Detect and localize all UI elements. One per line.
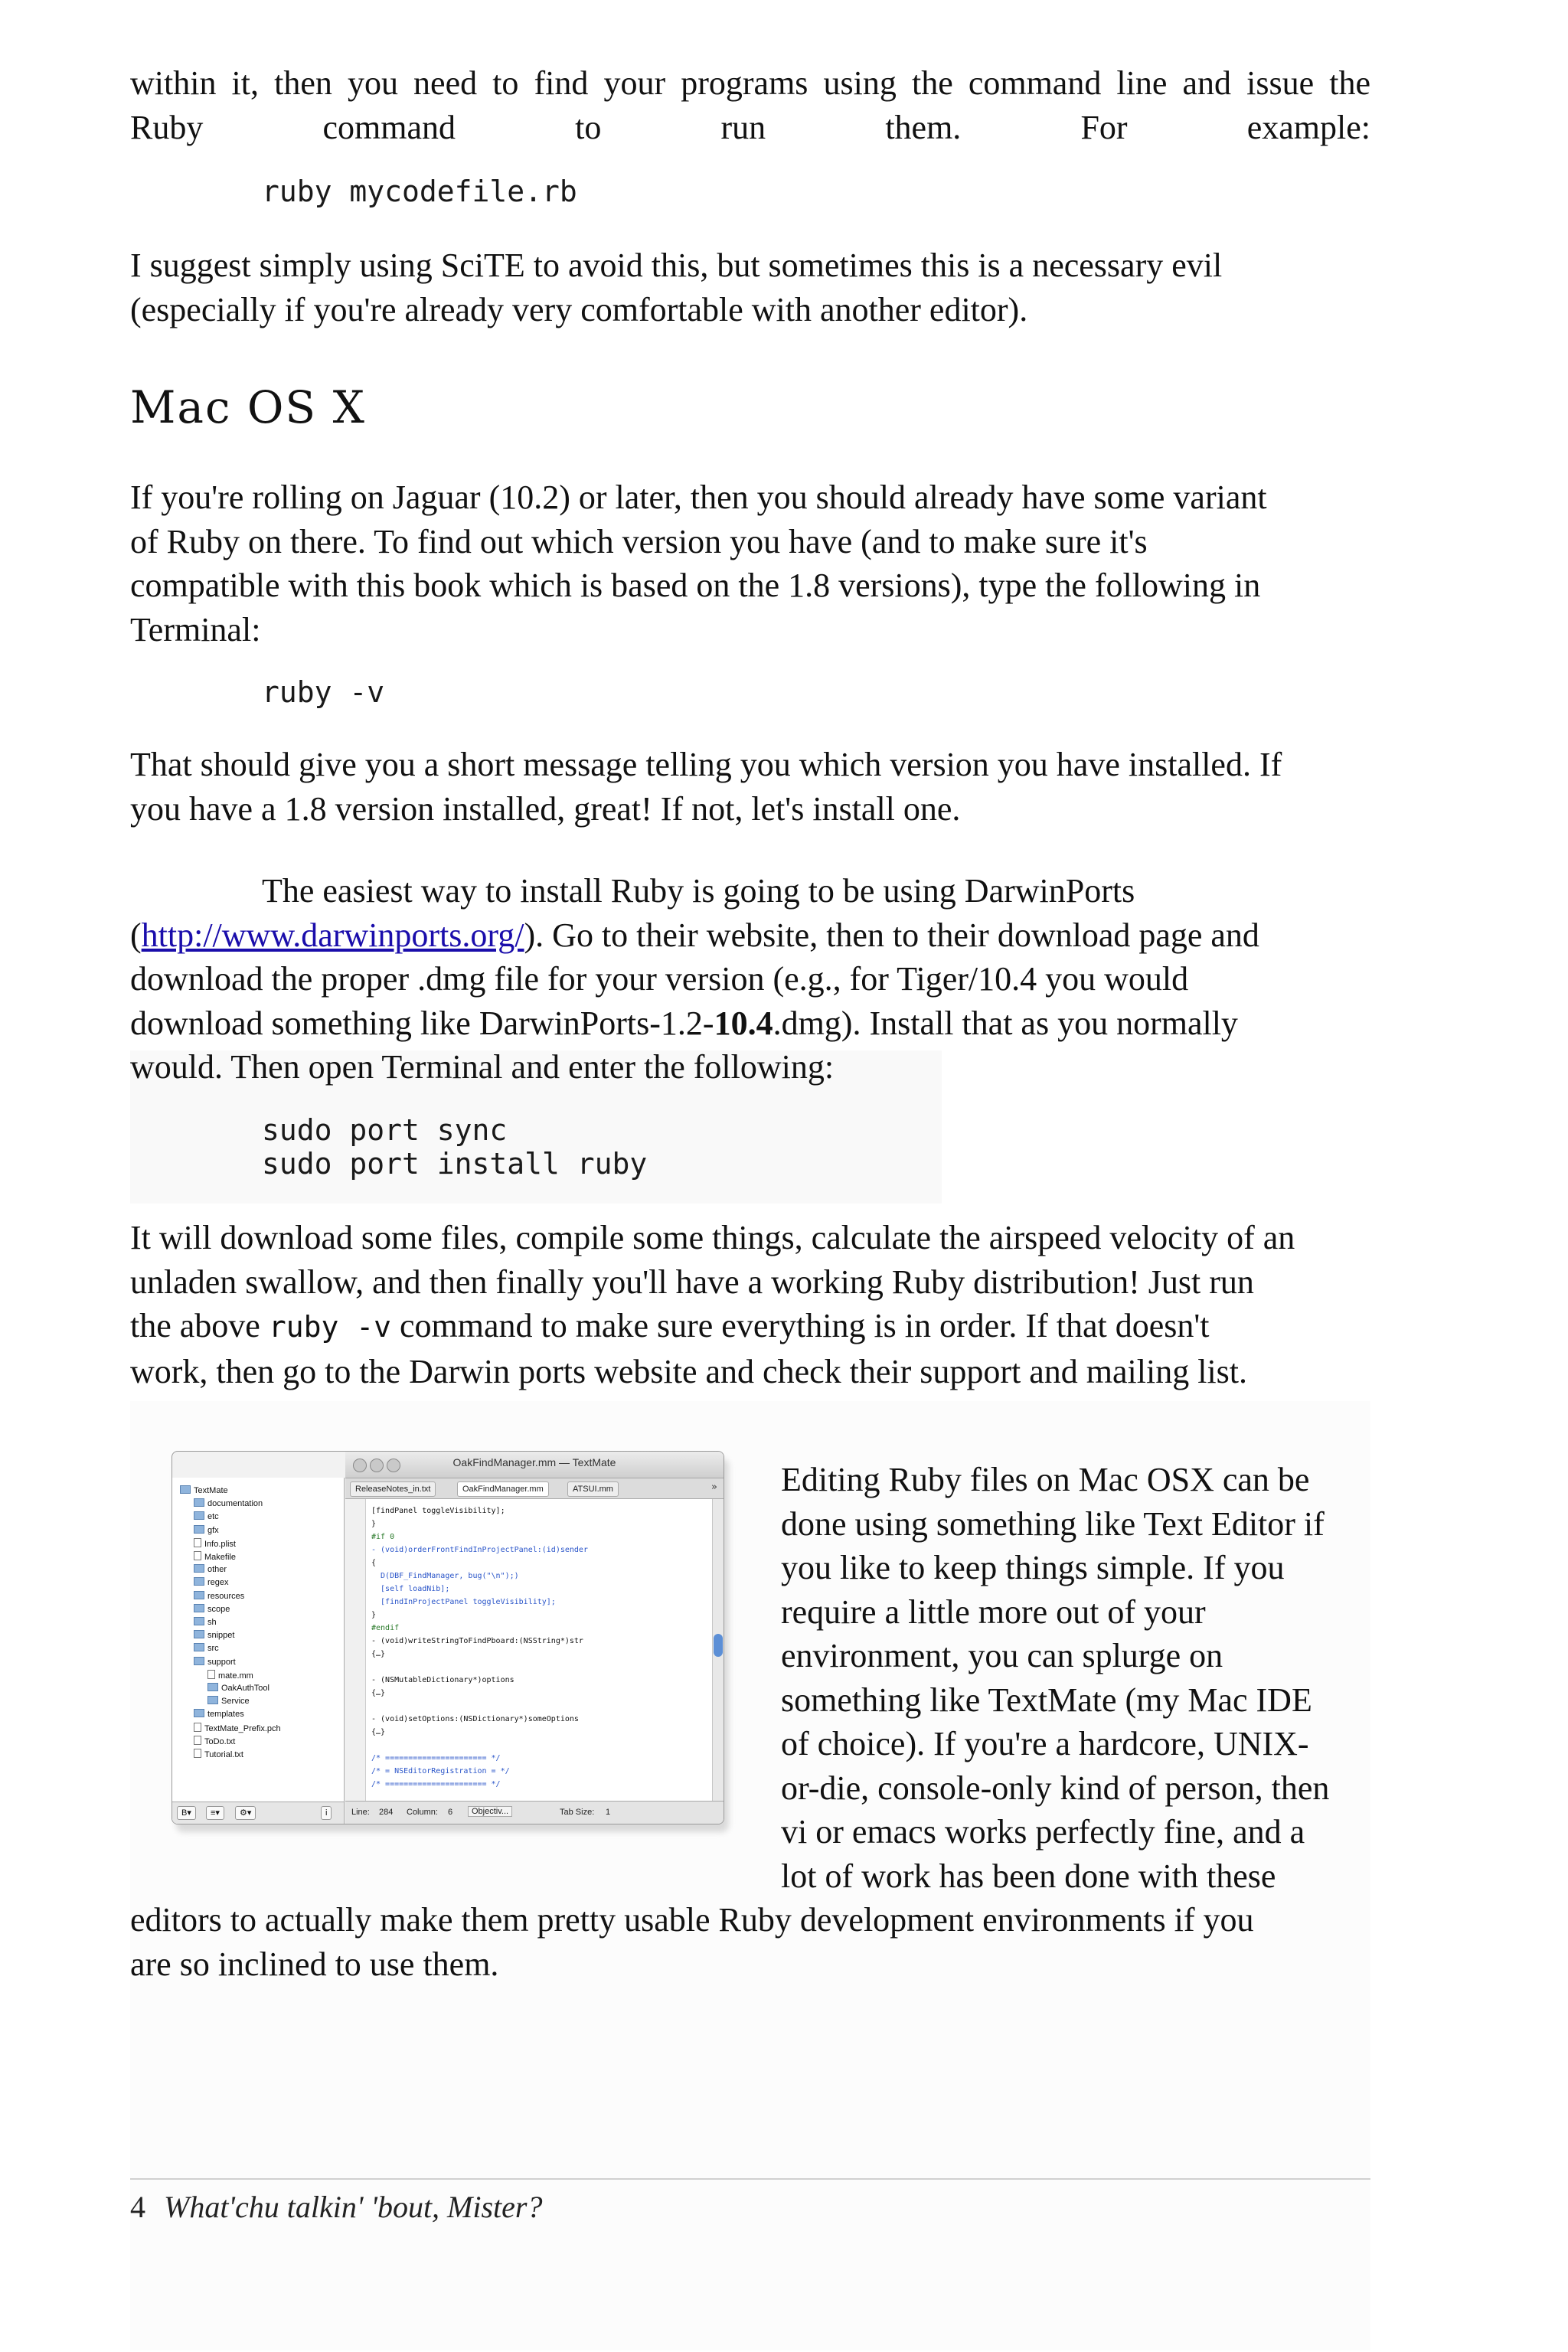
file-tree-item[interactable] <box>207 1670 253 1681</box>
file-tree-item[interactable] <box>194 1525 219 1536</box>
paragraph-line: environment, you can splurge on <box>781 1637 1223 1674</box>
column-label: Column: <box>407 1808 438 1817</box>
tab-size-value[interactable]: 1 <box>606 1808 611 1817</box>
paragraph-line: require a little more out of your <box>781 1592 1206 1631</box>
paragraph-scite <box>130 243 1370 332</box>
paragraph-line: If you're rolling on Jaguar (10.2) or later, then you should already have some variant <box>130 479 1267 516</box>
textmate-window <box>172 1451 724 1824</box>
file-tree-label: Makefile <box>204 1553 236 1562</box>
paragraph-line: .dmg). Install that as you normally <box>773 1004 1238 1042</box>
file-tree-label: TextMate_Prefix.pch <box>204 1723 281 1733</box>
paragraph-line: of Ruby on there. To find out which version you have (and to make sure it's <box>130 522 1148 560</box>
folder-icon <box>194 1591 204 1599</box>
window-title: OakFindManager.mm — TextMate <box>452 1456 616 1468</box>
folder-icon <box>194 1525 204 1534</box>
code-line: - (void)setOptions:(NSDictionary*)someOptions <box>371 1715 579 1723</box>
file-icon <box>194 1551 201 1560</box>
tab-size-label: Tab Size: <box>560 1808 595 1817</box>
folder-icon <box>194 1577 204 1586</box>
project-drawer <box>172 1478 345 1824</box>
code-line: { <box>371 1559 377 1567</box>
tab-atsui[interactable]: ATSUI.mm <box>567 1481 619 1497</box>
paragraph-line: editors to actually make them pretty usable Ruby development environments if you <box>130 1901 1254 1939</box>
info-button[interactable]: i <box>321 1806 332 1820</box>
paragraph-line: done using something like Text Editor if <box>781 1504 1325 1543</box>
paragraph-line: unladen swallow, and then finally you'll have a working Ruby distribution! Just run <box>130 1263 1254 1301</box>
paragraph-line: within it, then you need to find your programs using the command line and issue the <box>130 64 1370 102</box>
add-file-button[interactable]: B▾ <box>177 1806 196 1820</box>
folder-icon <box>194 1643 204 1651</box>
file-tree-label: gfx <box>207 1525 219 1535</box>
file-tree-item[interactable] <box>194 1749 243 1760</box>
file-tree-label: OakAuthTool <box>221 1684 270 1693</box>
file-tree-label: TextMate <box>194 1486 228 1495</box>
paragraph-line: It will download some files, compile some things, calculate the airspeed velocity of an <box>130 1219 1295 1256</box>
code-line: [findPanel toggleVisibility]; <box>371 1507 505 1515</box>
file-tree-item[interactable] <box>194 1604 230 1615</box>
paragraph-line: Terminal: <box>130 610 261 648</box>
file-tree-item[interactable] <box>207 1696 250 1707</box>
file-icon <box>207 1670 215 1679</box>
paragraph-editors <box>130 1898 1370 1986</box>
paragraph-line: download something like DarwinPorts-1.2- <box>130 1004 714 1042</box>
file-icon <box>194 1538 201 1547</box>
file-tree-label: mate.mm <box>218 1671 253 1681</box>
code-line: - (void)writeStringToFindPboard:(NSString*)str <box>371 1637 583 1645</box>
file-tree-item[interactable] <box>194 1551 236 1563</box>
paragraph-line: download the proper .dmg file for your version (e.g., for Tiger/10.4 you would <box>130 960 1189 998</box>
file-tree-item[interactable] <box>194 1723 281 1734</box>
tab-bar <box>345 1478 724 1499</box>
tab-release-notes[interactable]: ReleaseNotes_in.txt <box>350 1481 436 1497</box>
file-tree-label: Service <box>221 1697 250 1707</box>
tab-oak-find-manager[interactable]: OakFindManager.mm <box>457 1481 549 1497</box>
paragraph-line: are so inclined to use them. <box>130 1945 499 1983</box>
window-titlebar <box>345 1452 724 1478</box>
folder-icon <box>194 1630 204 1638</box>
code-line: - (NSMutableDictionary*)options <box>371 1676 514 1684</box>
editor-scrollbar[interactable] <box>712 1499 724 1801</box>
paragraph-line: (especially if you're already very comfortable with another editor). <box>130 290 1028 328</box>
paragraph-line: Editing Ruby files on Mac OSX can be <box>781 1461 1310 1498</box>
inline-code-ruby-v: ruby -v <box>268 1310 391 1344</box>
file-icon <box>194 1736 201 1745</box>
paragraph-line: you like to keep things simple. If you <box>781 1549 1285 1586</box>
textmate-screenshot <box>172 1451 730 1834</box>
drawer-toolbar <box>172 1802 344 1824</box>
file-tree-label: documentation <box>207 1499 263 1509</box>
paragraph-line: lot of work has been done with these <box>781 1857 1276 1895</box>
footer-rule <box>130 2178 1370 2180</box>
add-folder-button[interactable]: ≡▾ <box>206 1806 224 1820</box>
code-line: {…} <box>371 1650 386 1658</box>
paragraph-line: compatible with this book which is based on the 1.8 versions), type the following in <box>130 567 1261 604</box>
file-tree-item[interactable] <box>194 1736 235 1747</box>
file-tree-item[interactable] <box>194 1643 219 1654</box>
file-tree-label: sh <box>207 1618 217 1627</box>
code-editor[interactable] <box>345 1499 724 1801</box>
folder-icon <box>194 1511 204 1520</box>
file-tree-item[interactable] <box>180 1485 228 1496</box>
file-tree-label: resources <box>207 1591 245 1601</box>
folder-icon <box>194 1709 204 1717</box>
file-tree-item[interactable] <box>194 1564 227 1575</box>
file-tree-label: src <box>207 1644 219 1654</box>
file-icon <box>194 1749 201 1758</box>
paragraph-line: would. Then open Terminal and enter the following: <box>130 1048 835 1086</box>
status-bar <box>345 1801 724 1824</box>
code-line: /* ====================== */ <box>371 1780 501 1788</box>
file-tree-item[interactable] <box>194 1498 263 1509</box>
file-tree-label: Info.plist <box>204 1539 236 1549</box>
paragraph-editing-ruby <box>781 1458 1370 1898</box>
file-tree-item[interactable] <box>194 1538 236 1550</box>
paragraph-line: the above <box>130 1307 269 1344</box>
file-tree-item[interactable] <box>194 1511 219 1522</box>
paragraph-command-line <box>130 61 1370 149</box>
paren: ( <box>130 916 142 954</box>
column-value: 6 <box>448 1808 453 1817</box>
code-line: [self loadNib]; <box>371 1585 450 1593</box>
code-port-install: sudo port install ruby <box>262 1147 648 1181</box>
folder-icon <box>194 1617 204 1625</box>
file-tree-label: snippet <box>207 1631 235 1641</box>
file-tree-item[interactable] <box>194 1577 229 1588</box>
file-tree-item[interactable] <box>207 1683 270 1694</box>
paragraph-version-message <box>130 743 1370 831</box>
file-tree-label: other <box>207 1565 227 1575</box>
file-tree-label: regex <box>207 1578 229 1588</box>
line-value: 284 <box>379 1808 394 1817</box>
file-tree-label: scope <box>207 1604 230 1614</box>
folder-icon <box>194 1564 204 1573</box>
bold-version: 10.4 <box>714 1004 773 1042</box>
code-line: #endif <box>371 1624 400 1632</box>
file-tree-item[interactable] <box>194 1709 244 1720</box>
code-line: } <box>371 1611 377 1619</box>
paragraph-line: vi or emacs works perfectly fine, and a <box>781 1813 1305 1851</box>
file-tree-label: Tutorial.txt <box>204 1750 243 1759</box>
paragraph-line: work, then go to the Darwin ports website and check their support and mailing list. <box>130 1352 1248 1390</box>
running-title: What'chu talkin' 'bout, Mister? <box>164 2190 543 2224</box>
folder-icon <box>194 1657 204 1665</box>
file-tree-label: etc <box>207 1512 219 1522</box>
darwinports-link[interactable]: http://www.darwinports.org/ <box>141 916 524 954</box>
scroll-thumb[interactable] <box>714 1634 723 1657</box>
file-tree-item[interactable] <box>194 1630 234 1641</box>
code-line: /* ====================== */ <box>371 1754 501 1762</box>
folder-icon <box>180 1485 191 1494</box>
file-tree-item[interactable] <box>194 1657 236 1668</box>
folder-icon <box>194 1604 204 1612</box>
code-line: - (void)orderFrontFindInProjectPanel:(id)sender <box>371 1546 588 1554</box>
page-footer <box>130 2188 543 2226</box>
code-version-check: ruby -v <box>262 675 385 709</box>
paragraph-darwinports <box>130 869 1370 1089</box>
language-popup[interactable]: Objectiv... <box>468 1806 512 1817</box>
code-line: {…} <box>371 1689 386 1697</box>
paragraph-line: Ruby command to run them. For example: <box>130 108 1370 146</box>
paragraph-compile <box>130 1216 1370 1393</box>
file-tree-item[interactable] <box>194 1617 217 1628</box>
paragraph-line: something like TextMate (my Mac IDE <box>781 1681 1312 1719</box>
folder-icon <box>207 1696 218 1704</box>
folder-icon <box>207 1683 218 1691</box>
code-port-sync: sudo port sync <box>262 1113 508 1147</box>
code-line: {…} <box>371 1728 386 1736</box>
paragraph-line: command to make sure everything is in order. If that doesn't <box>390 1307 1210 1344</box>
code-run-file: ruby mycodefile.rb <box>262 175 577 208</box>
paragraph-line: I suggest simply using SciTE to avoid this, but sometimes this is a necessary evil <box>130 247 1223 284</box>
paragraph-line: That should give you a short message telling you which version you have installed. If <box>130 746 1282 783</box>
file-tree-item[interactable] <box>194 1591 244 1602</box>
code-line: [findInProjectPanel toggleVisibility]; <box>371 1598 556 1606</box>
file-tree-label: ToDo.txt <box>204 1736 236 1746</box>
code-line: #if 0 <box>371 1533 395 1541</box>
line-label: Line: <box>351 1808 370 1817</box>
file-tree-label: templates <box>207 1710 244 1720</box>
section-heading: Mac OS X <box>130 381 366 433</box>
folder-icon <box>194 1498 204 1507</box>
code-line: /* = NSEditorRegistration = */ <box>371 1767 510 1775</box>
tab-overflow-icon[interactable]: » <box>711 1481 717 1493</box>
file-tree-label: support <box>207 1657 236 1667</box>
paragraph-line: you have a 1.8 version installed, great! If not, let's install one. <box>130 789 961 828</box>
paragraph-line: ). Go to their website, then to their download page and <box>524 916 1259 954</box>
paragraph-line: The easiest way to install Ruby is going to be using DarwinPorts <box>262 872 1135 910</box>
page-number: 4 <box>130 2190 145 2224</box>
editor-gutter <box>345 1499 366 1801</box>
file-icon <box>194 1723 201 1732</box>
paragraph-line: of choice). If you're a hardcore, UNIX- <box>781 1725 1309 1762</box>
paragraph-jaguar <box>130 475 1370 652</box>
code-line: } <box>371 1520 377 1528</box>
code-line: D(DBF_FindManager, bug("\n");) <box>371 1572 519 1580</box>
action-gear-button[interactable]: ⚙▾ <box>235 1806 256 1820</box>
paragraph-line: or-die, console-only kind of person, then <box>781 1769 1330 1807</box>
